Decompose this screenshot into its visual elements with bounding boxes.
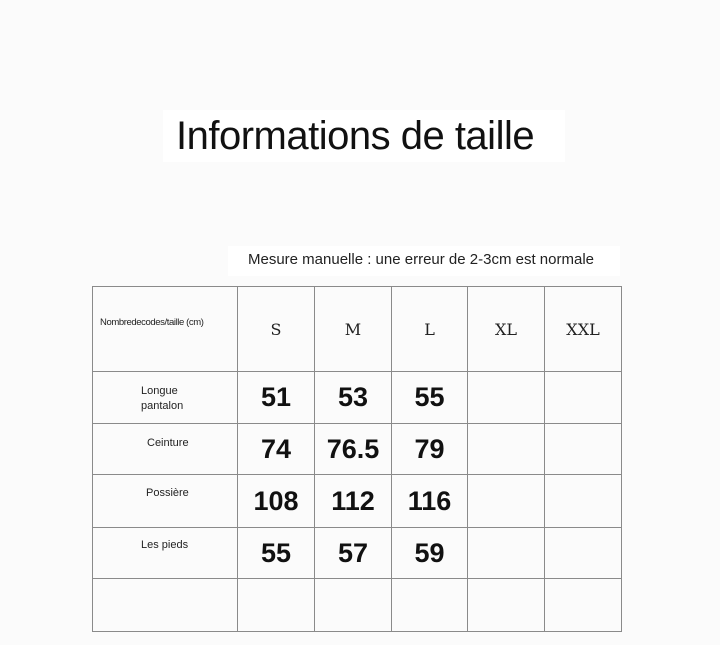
- table-cell: [545, 528, 622, 579]
- table-cell: [238, 579, 315, 632]
- table-row: [93, 424, 622, 475]
- table-cell: 51: [238, 372, 315, 424]
- table-cell: 116: [392, 475, 468, 528]
- table-cell: [545, 475, 622, 528]
- table-row: [93, 579, 622, 632]
- table-cell: [468, 475, 545, 528]
- row-label-cell: [93, 475, 238, 528]
- table-cell: 112: [315, 475, 392, 528]
- measurement-note: Mesure manuelle : une erreur de 2-3cm est normale: [248, 251, 594, 268]
- column-header-xl: XL: [468, 287, 545, 372]
- table-cell: 108: [238, 475, 315, 528]
- table-cell: [392, 579, 468, 632]
- column-header-xxl: XXL: [545, 287, 622, 372]
- table-cell: 57: [315, 528, 392, 579]
- table-cell: 74: [238, 424, 315, 475]
- table-cell: [315, 579, 392, 632]
- table-cell: 76.5: [315, 424, 392, 475]
- table-row: [93, 528, 622, 579]
- corner-label: Nombredecodes/taille (cm): [100, 317, 204, 328]
- row-label-cell: [93, 579, 238, 632]
- table-cell: 53: [315, 372, 392, 424]
- corner-cell: [93, 287, 238, 372]
- table-cell: [468, 372, 545, 424]
- table-cell: 55: [238, 528, 315, 579]
- table-cell: [545, 424, 622, 475]
- row-label: Longue pantalon: [141, 385, 184, 412]
- row-label: Ceinture: [147, 437, 189, 449]
- table-row: [93, 372, 622, 424]
- table-cell: [545, 372, 622, 424]
- column-header-s: S: [238, 287, 315, 372]
- table-cell: [468, 579, 545, 632]
- row-label-cell: [93, 372, 238, 424]
- column-header-m: M: [315, 287, 392, 372]
- column-header-l: L: [392, 287, 468, 372]
- table-cell: 55: [392, 372, 468, 424]
- row-label-cell: [93, 528, 238, 579]
- size-table: [92, 286, 622, 632]
- table-cell: [468, 528, 545, 579]
- table-header-row: [93, 287, 622, 372]
- table-cell: 79: [392, 424, 468, 475]
- row-label: Les pieds: [141, 539, 189, 551]
- table-row: [93, 475, 622, 528]
- table-cell: 59: [392, 528, 468, 579]
- table-cell: [545, 579, 622, 632]
- page-title: Informations de taille: [176, 114, 535, 158]
- table-cell: [468, 424, 545, 475]
- row-label-cell: [93, 424, 238, 475]
- row-label: Possière: [146, 487, 189, 499]
